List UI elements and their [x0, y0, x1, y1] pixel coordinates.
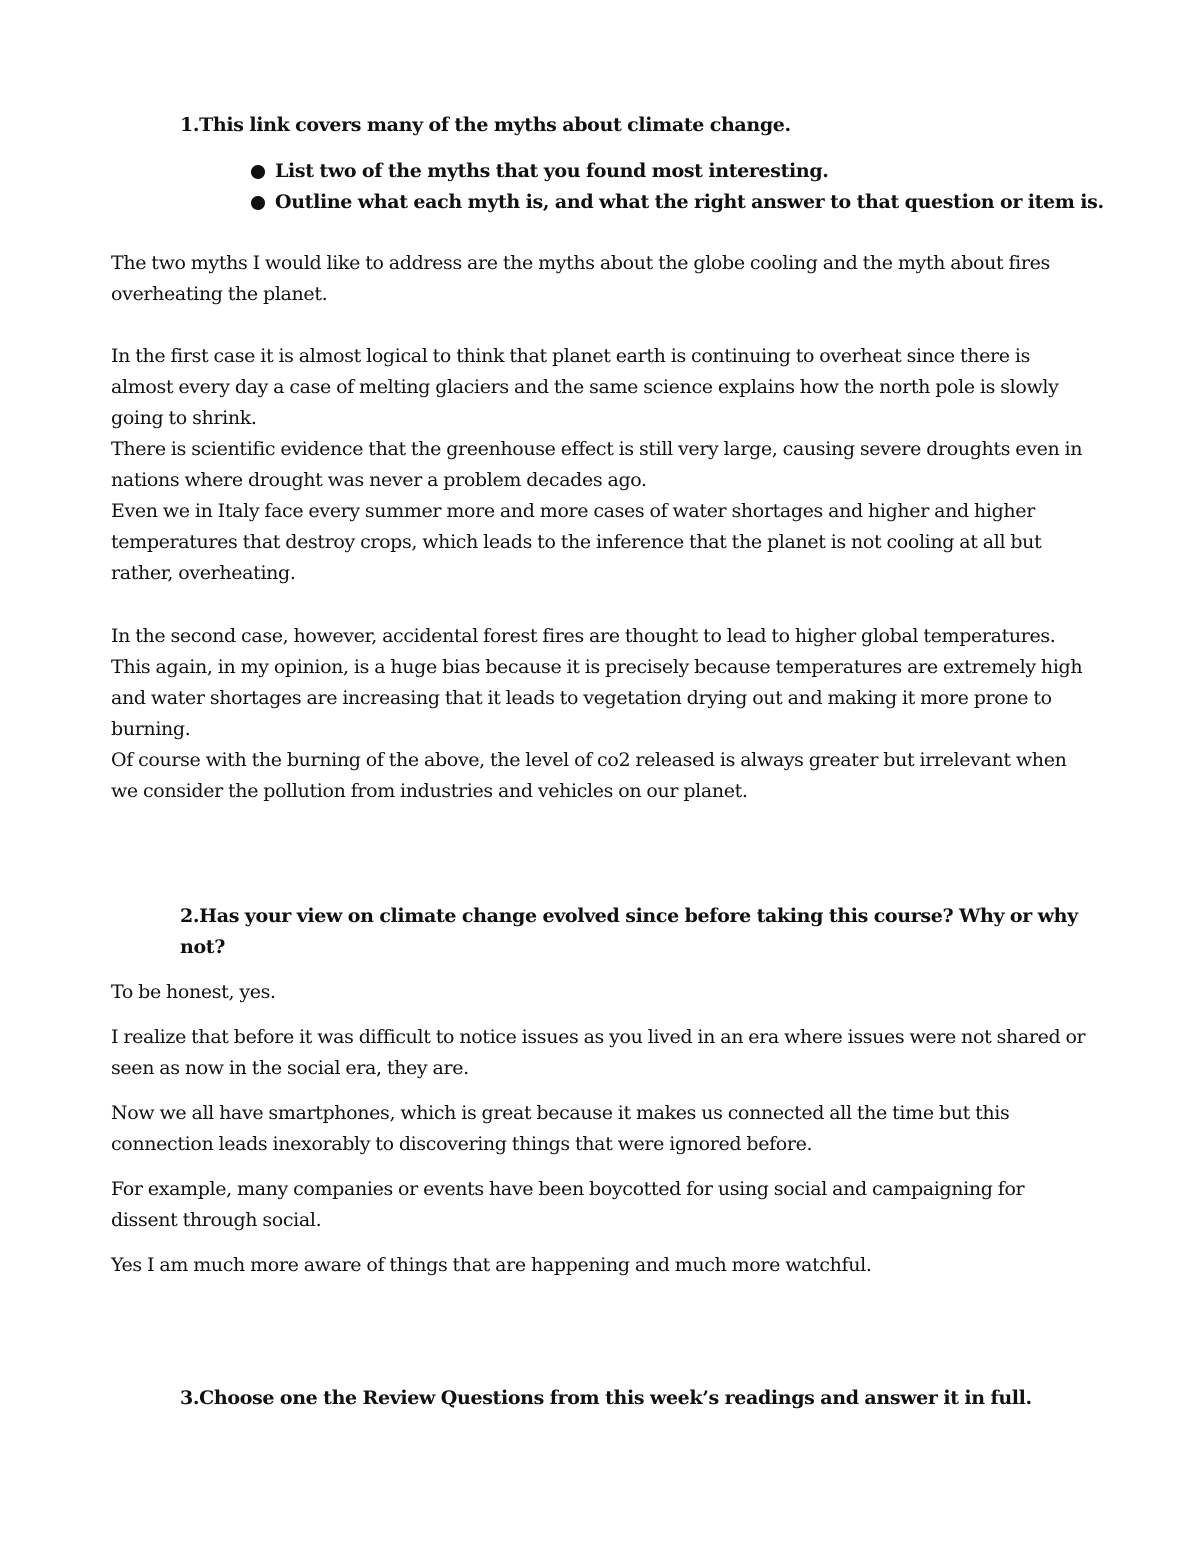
paragraph: Even we in Italy face every summer more and more cases of water shortages and higher and higher temperatures that destroy crops, which leads to the inference that the planet is not cooling at all but rather, overheating.	[111, 500, 1042, 584]
question-1-bullet-list	[249, 156, 1109, 218]
paragraph: There is scientific evidence that the greenhouse effect is still very large, causing severe droughts even in nations where drought was never a problem decades ago.	[111, 438, 1083, 491]
paragraph: Of course with the burning of the above, the level of co2 released is always greater but irrelevant when we consider the pollution from industries and vehicles on our planet.	[111, 749, 1067, 802]
paragraph: Yes I am much more aware of things that are happening and much more watchful.	[111, 1254, 872, 1276]
paragraph: I realize that before it was difficult to notice issues as you lived in an era where issues were not shared or seen as now in the social era, they are.	[111, 1026, 1086, 1079]
paragraph: The two myths I would like to address are the myths about the globe cooling and the myth about fires overheating the planet.	[111, 252, 1050, 305]
answer-1-intro	[111, 248, 1091, 310]
paragraph: To be honest, yes.	[111, 981, 276, 1003]
question-3-heading: 3.Choose one the Review Questions from this week’s readings and answer it in full.	[180, 1387, 1032, 1409]
answer-1-first-case	[111, 341, 1091, 589]
question-2-heading: 2.Has your view on climate change evolved since before taking this course? Why or why not?	[180, 905, 1078, 958]
question-1-heading: 1.This link covers many of the myths about climate change.	[180, 114, 791, 136]
answer-2	[111, 977, 1091, 1295]
bullet-text: List two of the myths that you found most interesting.	[275, 160, 829, 182]
paragraph: In the first case it is almost logical to think that planet earth is continuing to overheat since there is almost every day a case of melting glaciers and the same science explains how the north pole is slowly going to shrink.	[111, 345, 1059, 429]
bullet-icon	[251, 165, 265, 179]
paragraph: Now we all have smartphones, which is great because it makes us connected all the time but this connection leads inexorably to discovering things that were ignored before.	[111, 1102, 1010, 1155]
bullet-icon	[251, 196, 265, 210]
answer-1-second-case	[111, 621, 1091, 807]
bullet-item	[249, 156, 1109, 187]
paragraph: In the second case, however, accidental forest fires are thought to lead to higher global temperatures. This again, in my opinion, is a huge bias because it is precisely because temperatures are extremely high and water shortages are increasing that it leads to vegetation drying out and making it more prone to burning.	[111, 625, 1083, 740]
paragraph: For example, many companies or events have been boycotted for using social and campaigning for dissent through social.	[111, 1178, 1025, 1231]
bullet-text: Outline what each myth is, and what the right answer to that question or item is.	[275, 191, 1104, 213]
bullet-item	[249, 187, 1109, 218]
